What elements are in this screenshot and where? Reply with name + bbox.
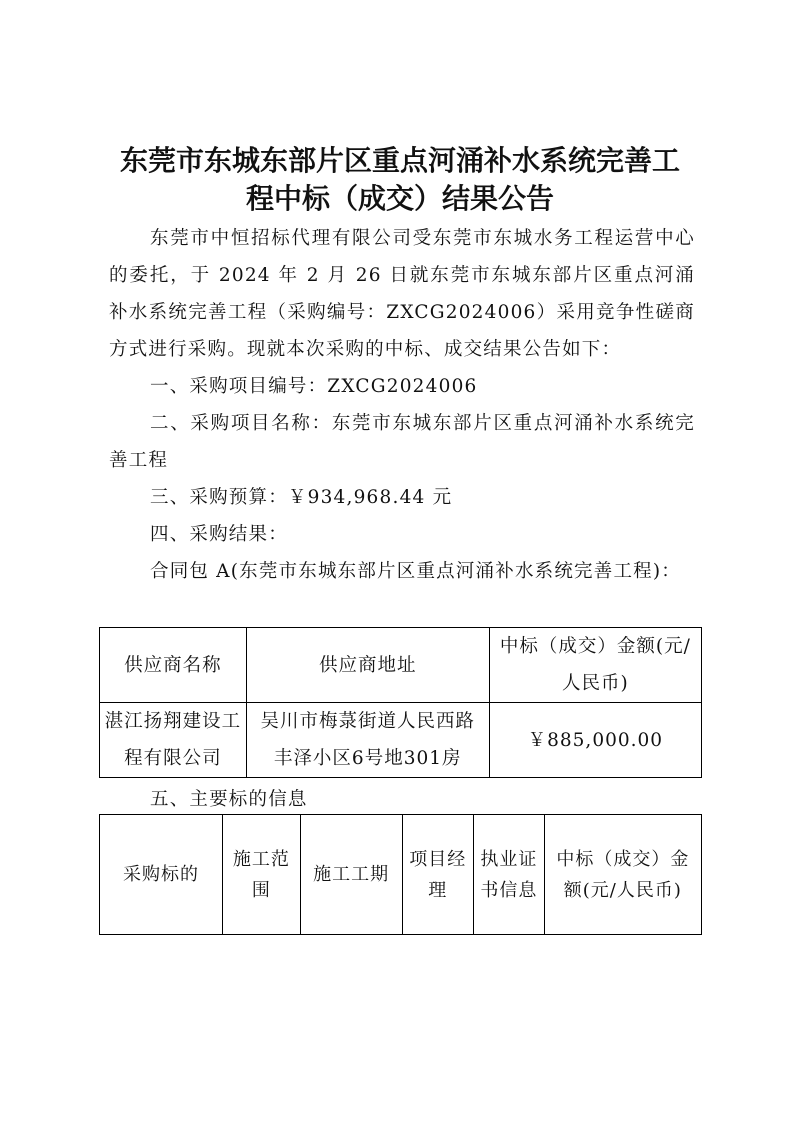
cell-award-amount: ￥885,000.00 [489,703,701,778]
contract-package-label: 合同包 A(东莞市东城东部片区重点河涌补水系统完善工程)： [150,561,681,582]
header-award-amount: 中标（成交）金额(元/人民币) [489,628,701,703]
header-license-info: 执业证书信息 [474,815,545,935]
cell-supplier-address: 吴川市梅菉街道人民西路丰泽小区6号地301房 [246,703,489,778]
cell-supplier-name: 湛江扬翔建设工程有限公司 [100,703,247,778]
section-subject-info: 五、主要标的信息 [150,789,308,810]
table-header-row [100,815,702,935]
section-project-name: 二、采购项目名称：东莞市东城东部片区重点河涌补水系统完善工程 [109,413,695,471]
header-project-manager: 项目经理 [402,815,474,935]
table-header-row [100,628,702,703]
document-title [100,142,700,218]
header-construction-scope: 施工范围 [223,815,301,935]
title-line-2: 程中标（成交）结果公告 [245,182,554,215]
header-supplier-address: 供应商地址 [246,628,489,703]
title-line-1: 东莞市东城东部片区重点河涌补水系统完善工 [119,144,680,177]
subject-table [99,814,702,935]
section-project-number: 一、采购项目编号：ZXCG2024006 [150,376,478,397]
header-procurement-subject: 采购标的 [100,815,223,935]
header-supplier-name: 供应商名称 [100,628,247,703]
table-row [100,703,702,778]
header-award-amount: 中标（成交）金额(元/人民币) [544,815,701,935]
section-result: 四、采购结果： [150,524,288,545]
section-budget: 三、采购预算：￥934,968.44 元 [150,487,453,508]
result-table [99,627,702,778]
intro-paragraph: 东莞市中恒招标代理有限公司受东莞市东城水务工程运营中心的委托，于 2024 年 2 月 26 日就东莞市东城东部片区重点河涌补水系统完善工程（采购编号：ZXCG2024006）采用竞争性磋商方式进行采购。现就本次采购的中标、成交结果公告如下： [109,228,695,360]
header-construction-period: 施工工期 [300,815,402,935]
